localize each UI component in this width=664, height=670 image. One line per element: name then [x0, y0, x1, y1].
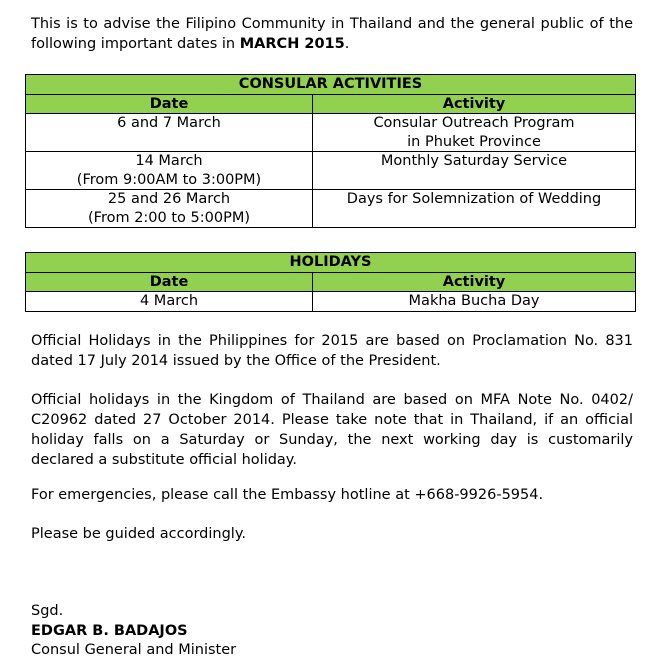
date-line: 6 and 7 March [117, 115, 221, 131]
activity-line: Consular Outreach Program [373, 115, 575, 131]
date-cell: 4 March [26, 292, 313, 312]
intro-paragraph [31, 14, 633, 54]
signatory-name: EDGAR B. BADAJOS [31, 623, 188, 639]
intro-text: This is to advise the Filipino Community in Thailand and the general public of the following important dates in [31, 16, 633, 52]
activity-cell [313, 152, 636, 190]
date-cell [26, 114, 313, 152]
holidays-col-activity: Activity [313, 272, 636, 292]
date-cell [26, 190, 313, 228]
date-line: (From 2:00 to 5:00PM) [88, 209, 250, 226]
intro-month: MARCH 2015 [239, 36, 345, 52]
signatory-position: Consul General and Minister [31, 642, 237, 658]
holidays-table-title: HOLIDAYS [26, 253, 636, 273]
table-row [26, 292, 636, 312]
holidays-table [25, 252, 636, 312]
table-row [26, 114, 636, 152]
table-row [26, 152, 636, 190]
signature-sgd: Sgd. [31, 603, 64, 619]
intro-end: . [344, 36, 350, 52]
date-line: 25 and 26 March [107, 191, 231, 207]
consular-activities-table [25, 74, 636, 228]
activity-line: Monthly Saturday Service [380, 153, 568, 169]
consular-table-title: CONSULAR ACTIVITIES [26, 75, 636, 95]
philippines-holidays-paragraph: Official Holidays in the Philippines for 2015 are based on Proclamation No. 831 dated 17 July 2014 issued by the Office of the President. [31, 333, 633, 369]
date-line: (From 9:00AM to 3:00PM) [76, 171, 262, 188]
activity-cell [313, 190, 636, 228]
date-line: 14 March [135, 153, 203, 169]
date-cell [26, 152, 313, 190]
thailand-holidays-paragraph: Official holidays in the Kingdom of Thailand are based on MFA Note No. 0402/ C20962 dated 27 October 2014. Please take note that in Thailand, if an official holiday falls on a Saturday or Sunday, the next working day is customarily declared a substitute official holiday. [31, 392, 633, 468]
consular-col-date: Date [26, 94, 313, 114]
activity-line: in Phuket Province [407, 133, 541, 150]
activity-line: Days for Solemnization of Wedding [346, 191, 602, 207]
activity-cell [313, 114, 636, 152]
consular-col-activity: Activity [313, 94, 636, 114]
activity-cell: Makha Bucha Day [313, 292, 636, 312]
guided-paragraph: Please be guided accordingly. [31, 526, 246, 542]
emergency-paragraph: For emergencies, please call the Embassy hotline at +668-9926-5954. [31, 487, 544, 503]
holidays-col-date: Date [26, 272, 313, 292]
table-row [26, 190, 636, 228]
